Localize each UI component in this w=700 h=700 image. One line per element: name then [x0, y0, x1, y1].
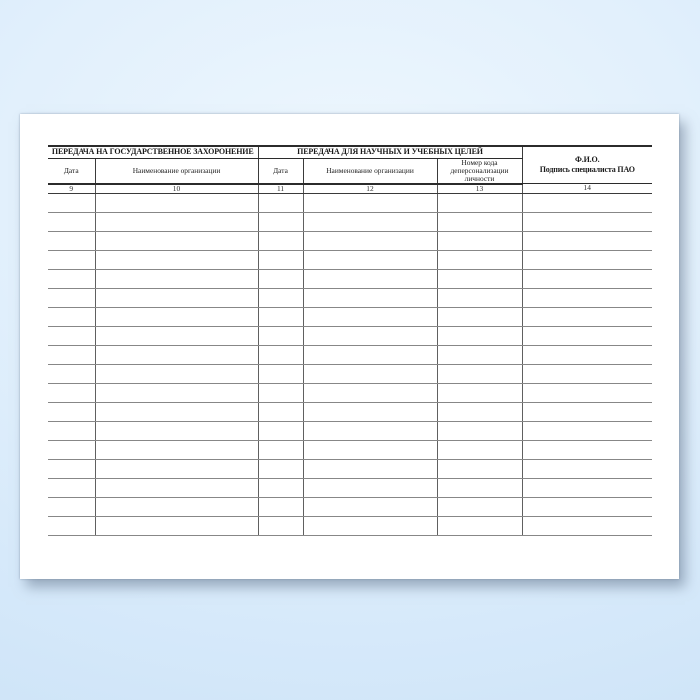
empty-data-cell	[522, 212, 652, 231]
empty-data-cell	[48, 307, 95, 326]
journal-table-body	[48, 193, 652, 535]
empty-data-cell	[48, 231, 95, 250]
empty-data-cell	[437, 440, 522, 459]
empty-data-cell	[258, 231, 303, 250]
empty-data-cell	[303, 326, 437, 345]
empty-data-cell	[95, 402, 258, 421]
empty-data-cell	[303, 478, 437, 497]
column-header-depersonalization-code: Номер кода деперсонализации личности	[437, 158, 522, 184]
empty-data-cell	[48, 478, 95, 497]
empty-data-cell	[303, 402, 437, 421]
empty-data-cell	[95, 459, 258, 478]
empty-data-cell	[303, 364, 437, 383]
empty-data-cell	[48, 364, 95, 383]
empty-data-cell	[258, 250, 303, 269]
empty-data-cell	[95, 231, 258, 250]
empty-data-cell	[258, 516, 303, 535]
empty-data-cell	[437, 269, 522, 288]
empty-data-cell	[258, 326, 303, 345]
empty-data-cell	[437, 193, 522, 212]
empty-data-cell	[48, 326, 95, 345]
empty-data-cell	[258, 193, 303, 212]
empty-data-cell	[95, 250, 258, 269]
empty-data-cell	[522, 231, 652, 250]
empty-data-cell	[95, 307, 258, 326]
column-header-organization-burial: Наименование организации	[95, 158, 258, 184]
group-header-scientific-purposes: ПЕРЕДАЧА ДЛЯ НАУЧНЫХ И УЧЕБНЫХ ЦЕЛЕЙ	[258, 146, 522, 158]
column-header-fio-signature	[522, 146, 652, 184]
empty-data-cell	[303, 288, 437, 307]
empty-data-cell	[258, 478, 303, 497]
empty-data-cell	[522, 364, 652, 383]
empty-data-cell	[437, 497, 522, 516]
empty-data-cell	[48, 345, 95, 364]
empty-row	[48, 497, 652, 516]
empty-data-cell	[303, 307, 437, 326]
empty-row	[48, 250, 652, 269]
journal-page	[20, 114, 679, 579]
column-header-date-burial: Дата	[48, 158, 95, 184]
empty-data-cell	[522, 307, 652, 326]
empty-data-cell	[95, 269, 258, 288]
empty-data-cell	[437, 231, 522, 250]
empty-data-cell	[437, 421, 522, 440]
empty-data-cell	[437, 212, 522, 231]
empty-data-cell	[522, 250, 652, 269]
column-number-11: 11	[258, 184, 303, 194]
empty-data-cell	[48, 288, 95, 307]
empty-row	[48, 459, 652, 478]
empty-data-cell	[303, 459, 437, 478]
empty-data-cell	[303, 421, 437, 440]
empty-data-cell	[437, 326, 522, 345]
empty-data-cell	[48, 250, 95, 269]
empty-data-cell	[95, 364, 258, 383]
empty-row	[48, 269, 652, 288]
empty-data-cell	[48, 269, 95, 288]
empty-data-cell	[48, 383, 95, 402]
empty-data-cell	[303, 383, 437, 402]
empty-row	[48, 478, 652, 497]
group-header-row	[48, 146, 652, 158]
empty-data-cell	[522, 345, 652, 364]
empty-data-cell	[303, 231, 437, 250]
empty-data-cell	[48, 497, 95, 516]
empty-data-cell	[258, 440, 303, 459]
empty-data-cell	[437, 345, 522, 364]
empty-data-cell	[258, 402, 303, 421]
empty-data-cell	[95, 383, 258, 402]
empty-data-cell	[522, 459, 652, 478]
column-numbers-row	[48, 184, 652, 194]
empty-data-cell	[303, 250, 437, 269]
empty-data-cell	[48, 440, 95, 459]
empty-data-cell	[95, 478, 258, 497]
empty-data-cell	[437, 478, 522, 497]
empty-data-cell	[95, 516, 258, 535]
empty-data-cell	[95, 212, 258, 231]
empty-data-cell	[303, 497, 437, 516]
empty-data-cell	[95, 497, 258, 516]
empty-data-cell	[437, 364, 522, 383]
empty-data-cell	[95, 345, 258, 364]
empty-data-cell	[303, 440, 437, 459]
fio-header-line2: Подпись специалиста ПАО	[539, 165, 635, 174]
empty-data-cell	[48, 402, 95, 421]
empty-data-cell	[522, 288, 652, 307]
empty-data-cell	[437, 383, 522, 402]
empty-data-cell	[522, 478, 652, 497]
fio-header-line1: Ф.И.О.	[575, 155, 600, 164]
column-number-13: 13	[437, 184, 522, 194]
empty-row	[48, 383, 652, 402]
empty-data-cell	[303, 516, 437, 535]
empty-data-cell	[303, 345, 437, 364]
journal-table	[48, 145, 652, 536]
journal-table-header	[48, 146, 652, 193]
empty-data-cell	[48, 516, 95, 535]
empty-data-cell	[522, 421, 652, 440]
empty-data-cell	[437, 459, 522, 478]
empty-data-cell	[437, 250, 522, 269]
empty-data-cell	[95, 440, 258, 459]
empty-data-cell	[522, 402, 652, 421]
empty-data-cell	[303, 193, 437, 212]
column-number-10: 10	[95, 184, 258, 194]
column-number-14: 14	[522, 184, 652, 194]
empty-data-cell	[258, 459, 303, 478]
empty-data-cell	[48, 421, 95, 440]
empty-data-cell	[258, 269, 303, 288]
column-header-date-scientific: Дата	[258, 158, 303, 184]
empty-row	[48, 364, 652, 383]
column-number-9: 9	[48, 184, 95, 194]
empty-data-cell	[437, 402, 522, 421]
empty-row	[48, 307, 652, 326]
empty-data-cell	[48, 459, 95, 478]
empty-data-cell	[522, 497, 652, 516]
empty-data-cell	[258, 212, 303, 231]
empty-row	[48, 345, 652, 364]
empty-data-cell	[258, 307, 303, 326]
empty-data-cell	[258, 345, 303, 364]
empty-data-cell	[437, 288, 522, 307]
empty-data-cell	[522, 516, 652, 535]
empty-data-cell	[95, 193, 258, 212]
empty-data-cell	[522, 383, 652, 402]
empty-data-cell	[522, 326, 652, 345]
empty-row	[48, 440, 652, 459]
empty-data-cell	[95, 288, 258, 307]
group-header-state-burial: ПЕРЕДАЧА НА ГОСУДАРСТВЕННОЕ ЗАХОРОНЕНИЕ	[48, 146, 258, 158]
empty-row	[48, 421, 652, 440]
empty-data-cell	[258, 497, 303, 516]
empty-data-cell	[303, 212, 437, 231]
empty-data-cell	[437, 516, 522, 535]
empty-data-cell	[48, 212, 95, 231]
empty-data-cell	[95, 326, 258, 345]
empty-data-cell	[522, 193, 652, 212]
empty-row	[48, 231, 652, 250]
empty-data-cell	[95, 421, 258, 440]
empty-row	[48, 288, 652, 307]
empty-row	[48, 402, 652, 421]
empty-data-cell	[522, 440, 652, 459]
empty-row	[48, 193, 652, 212]
empty-data-cell	[258, 288, 303, 307]
empty-data-cell	[258, 383, 303, 402]
empty-data-cell	[303, 269, 437, 288]
column-number-12: 12	[303, 184, 437, 194]
empty-row	[48, 212, 652, 231]
empty-data-cell	[258, 364, 303, 383]
empty-row	[48, 516, 652, 535]
empty-data-cell	[258, 421, 303, 440]
empty-data-cell	[48, 193, 95, 212]
empty-row	[48, 326, 652, 345]
column-header-organization-scientific: Наименование организации	[303, 158, 437, 184]
empty-data-cell	[437, 307, 522, 326]
empty-data-cell	[522, 269, 652, 288]
